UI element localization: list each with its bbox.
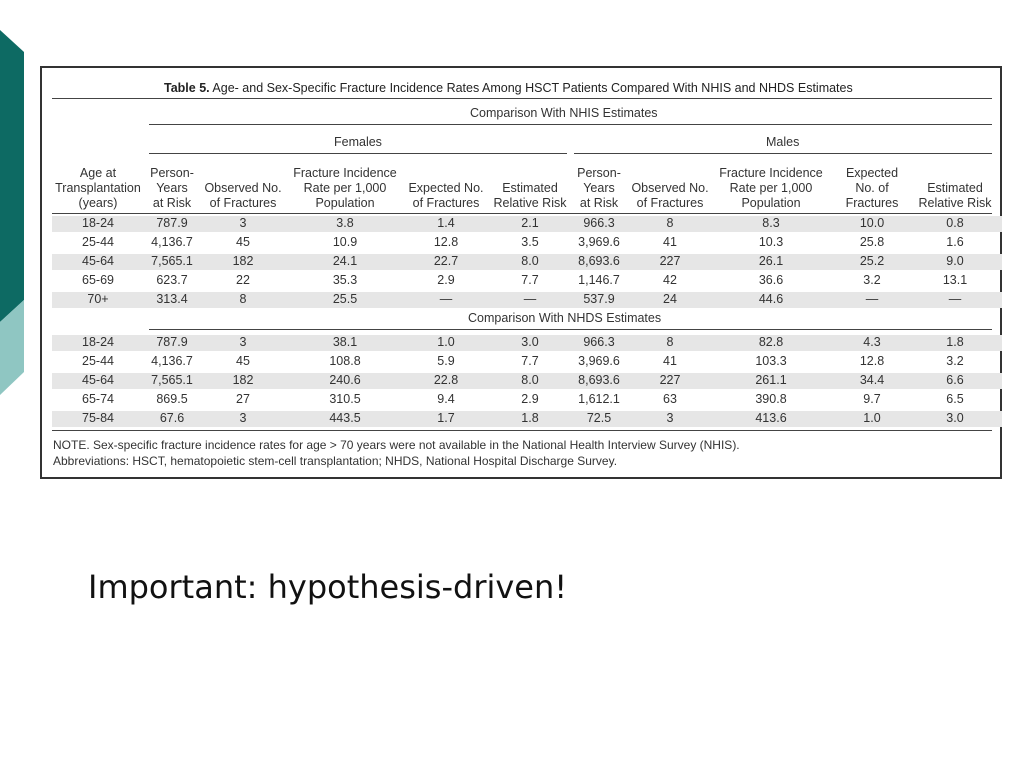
group-females-label: Females: [334, 135, 382, 149]
nhds-cell-col-2: 787.9: [156, 335, 188, 349]
slide-main-text: Important: hypothesis-driven!: [88, 568, 568, 606]
column-header-5: Expected No. of Fractures: [408, 181, 484, 210]
rule-bottom: [52, 430, 992, 431]
nhis-cell-col-6: 7.7: [521, 273, 539, 287]
nhds-cell-col-10: 12.8: [859, 354, 885, 368]
nhis-table-row: [42, 290, 1002, 309]
nhis-cell-col-7: 1,146.7: [578, 273, 620, 287]
nhis-cell-col-8: 42: [663, 273, 677, 287]
nhds-cell-col-1: 18-24: [82, 335, 114, 349]
nhds-cell-col-6: 3.0: [521, 335, 539, 349]
nhds-table-row: [42, 371, 1002, 390]
nhds-cell-col-6: 8.0: [521, 373, 539, 387]
nhds-cell-col-8: 3: [666, 411, 674, 425]
nhis-cell-col-8: 227: [659, 254, 681, 268]
nhis-cell-col-11: 0.8: [946, 216, 964, 230]
column-header-8: Observed No. of Fractures: [631, 181, 709, 210]
nhds-cell-col-4: 443.5: [329, 411, 361, 425]
nhds-cell-col-2: 869.5: [156, 392, 188, 406]
nhis-cell-col-7: 3,969.6: [578, 235, 620, 249]
section-nhis-title: Comparison With NHIS Estimates: [470, 106, 658, 120]
column-header-4: Fracture Incidence Rate per 1,000 Population: [293, 166, 397, 210]
nhds-cell-col-5: 5.9: [437, 354, 455, 368]
nhis-cell-col-7: 537.9: [583, 292, 615, 306]
nhds-cell-col-11: 3.0: [946, 411, 964, 425]
nhds-cell-col-8: 63: [663, 392, 677, 406]
nhds-cell-col-5: 22.8: [433, 373, 459, 387]
nhds-cell-col-9: 413.6: [755, 411, 787, 425]
nhds-table-row: [42, 333, 1002, 352]
nhds-cell-col-7: 1,612.1: [578, 392, 620, 406]
nhds-cell-col-10: 34.4: [859, 373, 885, 387]
column-header-10: Expected No. of Fractures: [845, 166, 899, 210]
nhds-cell-col-8: 8: [666, 335, 674, 349]
slide-accent-decoration: [0, 0, 40, 420]
nhis-cell-col-8: 8: [666, 216, 674, 230]
nhds-cell-col-10: 1.0: [863, 411, 881, 425]
nhds-cell-col-8: 41: [663, 354, 677, 368]
nhis-cell-col-2: 4,136.7: [151, 235, 193, 249]
nhis-cell-col-6: 8.0: [521, 254, 539, 268]
rule-top: [52, 98, 992, 99]
nhis-cell-col-4: 35.3: [332, 273, 358, 287]
nhds-cell-col-2: 7,565.1: [151, 373, 193, 387]
nhds-cell-col-5: 1.7: [437, 411, 455, 425]
section-nhds-title: Comparison With NHDS Estimates: [468, 311, 662, 325]
nhds-cell-col-8: 227: [659, 373, 681, 387]
nhis-table-row: [42, 252, 1002, 271]
column-header-7: Person- Years at Risk: [577, 166, 621, 210]
nhds-cell-col-5: 9.4: [437, 392, 455, 406]
nhds-cell-col-9: 261.1: [755, 373, 787, 387]
nhis-cell-col-5: 12.8: [433, 235, 459, 249]
table-figure: [40, 66, 1002, 479]
nhds-cell-col-1: 25-44: [82, 354, 114, 368]
nhis-cell-col-3: 22: [236, 273, 250, 287]
nhds-cell-col-11: 6.6: [946, 373, 964, 387]
nhds-cell-col-9: 103.3: [755, 354, 787, 368]
nhds-cell-col-3: 3: [239, 411, 247, 425]
nhis-cell-col-4: 10.9: [332, 235, 358, 249]
column-header-11: Estimated Relative Risk: [918, 181, 992, 210]
table-caption: [164, 81, 853, 95]
table-caption-title: Age- and Sex-Specific Fracture Incidence Rates Among HSCT Patients Compared With NHIS and NHDS Estimates: [212, 81, 853, 95]
nhis-cell-col-2: 787.9: [156, 216, 188, 230]
nhds-cell-col-3: 182: [232, 373, 254, 387]
nhis-cell-col-6: 3.5: [521, 235, 539, 249]
nhds-table-row: [42, 409, 1002, 428]
nhds-cell-col-9: 390.8: [755, 392, 787, 406]
nhis-cell-col-9: 26.1: [758, 254, 784, 268]
nhds-cell-col-2: 67.6: [159, 411, 185, 425]
nhis-cell-col-8: 24: [663, 292, 677, 306]
nhds-cell-col-7: 966.3: [583, 335, 615, 349]
nhis-cell-col-6: 2.1: [521, 216, 539, 230]
nhds-cell-col-6: 7.7: [521, 354, 539, 368]
nhis-cell-col-2: 623.7: [156, 273, 188, 287]
nhis-cell-col-6: —: [523, 292, 537, 306]
nhds-cell-col-4: 310.5: [329, 392, 361, 406]
nhis-cell-col-1: 25-44: [82, 235, 114, 249]
column-header-2: Person- Years at Risk: [150, 166, 194, 210]
nhds-cell-col-3: 3: [239, 335, 247, 349]
nhds-cell-col-1: 75-84: [82, 411, 114, 425]
nhds-cell-col-3: 27: [236, 392, 250, 406]
nhis-cell-col-1: 65-69: [82, 273, 114, 287]
column-header-9: Fracture Incidence Rate per 1,000 Population: [719, 166, 823, 210]
nhis-cell-col-10: 25.2: [859, 254, 885, 268]
rule-nhds: [149, 329, 992, 330]
nhds-cell-col-1: 65-74: [82, 392, 114, 406]
nhis-cell-col-9: 44.6: [758, 292, 784, 306]
nhis-cell-col-5: 1.4: [437, 216, 455, 230]
nhds-cell-col-1: 45-64: [82, 373, 114, 387]
nhis-cell-col-5: 2.9: [437, 273, 455, 287]
nhds-cell-col-4: 38.1: [332, 335, 358, 349]
nhis-cell-col-5: 22.7: [433, 254, 459, 268]
table-caption-label: Table 5.: [164, 81, 210, 95]
nhis-cell-col-3: 8: [239, 292, 247, 306]
nhis-cell-col-9: 10.3: [758, 235, 784, 249]
nhds-table-row: [42, 352, 1002, 371]
group-males-label: Males: [766, 135, 800, 149]
nhds-cell-col-11: 3.2: [946, 354, 964, 368]
rule-males: [574, 153, 992, 154]
nhis-cell-col-3: 45: [236, 235, 250, 249]
nhis-cell-col-2: 313.4: [156, 292, 188, 306]
nhis-cell-col-3: 3: [239, 216, 247, 230]
nhis-cell-col-10: —: [865, 292, 879, 306]
nhis-cell-col-4: 24.1: [332, 254, 358, 268]
nhis-table-row: [42, 214, 1002, 233]
column-header-1: Age at Transplantation (years): [55, 166, 141, 210]
nhis-cell-col-1: 18-24: [82, 216, 114, 230]
nhds-cell-col-9: 82.8: [758, 335, 784, 349]
nhis-cell-col-9: 36.6: [758, 273, 784, 287]
nhis-cell-col-10: 3.2: [863, 273, 881, 287]
nhds-cell-col-7: 72.5: [586, 411, 612, 425]
nhis-cell-col-1: 45-64: [82, 254, 114, 268]
column-header-3: Observed No. of Fractures: [204, 181, 282, 210]
nhds-cell-col-11: 1.8: [946, 335, 964, 349]
nhds-cell-col-5: 1.0: [437, 335, 455, 349]
nhis-cell-col-11: 13.1: [942, 273, 968, 287]
nhds-cell-col-7: 3,969.6: [578, 354, 620, 368]
nhis-cell-col-11: 1.6: [946, 235, 964, 249]
rule-females: [149, 153, 567, 154]
nhis-cell-col-1: 70+: [87, 292, 109, 306]
nhis-cell-col-2: 7,565.1: [151, 254, 193, 268]
table-abbreviations: Abbreviations: HSCT, hematopoietic stem-cell transplantation; NHDS, National Hospital Discharge Survey.: [53, 454, 618, 468]
nhis-cell-col-4: 25.5: [332, 292, 358, 306]
nhis-cell-col-11: 9.0: [946, 254, 964, 268]
nhds-cell-col-6: 2.9: [521, 392, 539, 406]
nhis-cell-col-8: 41: [663, 235, 677, 249]
nhds-cell-col-3: 45: [236, 354, 250, 368]
nhds-cell-col-7: 8,693.6: [578, 373, 620, 387]
nhis-cell-col-7: 8,693.6: [578, 254, 620, 268]
nhis-table-row: [42, 233, 1002, 252]
nhds-cell-col-10: 4.3: [863, 335, 881, 349]
nhds-cell-col-4: 108.8: [329, 354, 361, 368]
nhis-cell-col-5: —: [439, 292, 453, 306]
nhds-table-row: [42, 390, 1002, 409]
nhis-cell-col-3: 182: [232, 254, 254, 268]
nhds-cell-col-6: 1.8: [521, 411, 539, 425]
nhis-cell-col-10: 25.8: [859, 235, 885, 249]
nhis-cell-col-10: 10.0: [859, 216, 885, 230]
table-note: NOTE. Sex-specific fracture incidence rates for age > 70 years were not available in the National Health Interview Survey (NHIS).: [53, 438, 740, 452]
nhis-table-row: [42, 271, 1002, 290]
nhds-cell-col-10: 9.7: [863, 392, 881, 406]
nhis-cell-col-4: 3.8: [336, 216, 354, 230]
nhis-cell-col-7: 966.3: [583, 216, 615, 230]
rule-nhis: [149, 124, 992, 125]
nhis-cell-col-9: 8.3: [762, 216, 780, 230]
nhds-cell-col-2: 4,136.7: [151, 354, 193, 368]
nhds-cell-col-4: 240.6: [329, 373, 361, 387]
nhds-cell-col-11: 6.5: [946, 392, 964, 406]
column-header-6: Estimated Relative Risk: [493, 181, 567, 210]
nhis-cell-col-11: —: [948, 292, 962, 306]
